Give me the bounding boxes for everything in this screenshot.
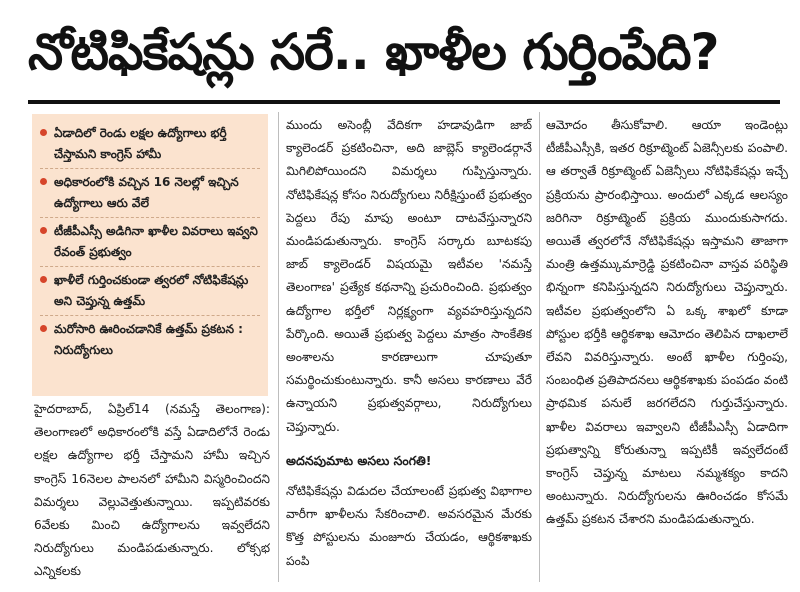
headline-rule — [28, 100, 780, 104]
article-column-3 — [546, 114, 788, 588]
highlight-text: టీజీపీఎస్సీ అడిగినా ఖాళీల వివరాలు ఇవ్వని రేవంత్ ప్రభుత్వం — [54, 224, 258, 259]
bullet-icon — [40, 325, 47, 332]
highlight-item — [40, 218, 260, 267]
highlight-text: మరోసారి ఊరించడానికే ఉత్తమ్ ప్రకటన : నిరుద్యోగులు — [54, 322, 243, 357]
column-divider — [278, 112, 279, 582]
article-column-2 — [286, 114, 532, 588]
article-paragraph: ముందు అసెంబ్లీ వేదికగా హడావుడిగా జాబ్ క్యాలెండర్ ప్రకటించినా, అది జాబ్లెస్ క్యాలెండర్గానే మిగిలిపోయిందని విమర్శలు గుప్పిస్తున్నారు. నోటిఫికేషన్ల కోసం నిరుద్యోగులు నిరీక్షిస్తుంటే ప్రభుత్వం పెద్దలు రేపు మాపు అంటూ దాటవేస్తున్నారని మండిపడుతున్నారు. కాంగ్రెస్ సర్కారు బూటకపు జాబ్ క్యాలెండర్ విషయమై ఇటీవల 'నమస్తే తెలంగాణ' ప్రత్యేక కథనాన్ని ప్రచురించింది. ప్రభుత్వం ఉద్యోగాల భర్తీలో నిర్లక్ష్యంగా వ్యవహరిస్తున్నదని పేర్కొంది. అయితే ప్రభుత్వ పెద్దలు మాత్రం సాంకేతిక అంశాలను కారణాలుగా చూపుతూ సమర్థించుకుంటున్నారు. కానీ అసలు కారణాలు వేరే ఉన్నాయని ప్రభుత్వవర్గాలు, నిరుద్యోగులు చెప్తున్నారు. — [286, 118, 532, 434]
article-column-1 — [34, 398, 270, 588]
highlight-item — [40, 120, 260, 169]
bullet-icon — [40, 227, 47, 234]
section-subhead: అదనపుమాట అసలు సంగతి! — [286, 452, 432, 468]
column-divider — [539, 112, 540, 582]
article-paragraph: హైదరాబాద్, ఏప్రిల్14 (నమస్తే తెలంగాణ): తెలంగాణలో అధికారంలోకి వస్తే ఏడాదిలోనే రెండు లక్షల ఉద్యోగాల భర్తీ చేస్తామని హామీ ఇచ్చిన కాంగ్రెస్ 16నెలల పాలనలో హామీని విస్మరించిందని విమర్శలు వెల్లువెత్తుతున్నాయి. ఇప్పటివరకు 6వేలకు మించి ఉద్యోగాలను ఇవ్వలేదని నిరుద్యోగులు మండిపడుతున్నారు. లోక్సభ ఎన్నికలకు — [34, 402, 270, 579]
highlight-item — [40, 169, 260, 218]
highlight-item — [40, 316, 260, 365]
headline: నోటిఫికేషన్లు సరే.. ఖాళీల గుర్తింపేది? — [28, 23, 719, 81]
bullet-icon — [40, 276, 47, 283]
highlight-item — [40, 267, 260, 316]
highlight-text: ఖాళీలే గుర్తించకుండా త్వరలో నోటిఫికేషన్లు అని చెప్తున్న ఉత్తమ్ — [54, 273, 249, 308]
bullet-icon — [40, 178, 47, 185]
article-paragraph: ఆమోదం తీసుకోవాలి. ఆయా ఇండెంట్లు టీజీపీఎస్సీకి, ఇతర రిక్రూట్మెంట్ ఏజెన్సీలకు పంపాలి. ఆ తర్వాతే రిక్రూట్మెంట్ ఏజెన్సీలు నోటిఫికేషన్లు ఇచ్చే ప్రక్రియను ప్రారంభిస్తాయి. అందులో ఎక్కడ ఆలస్యం జరిగినా రిక్రూట్మెంట్ ప్రక్రియ ముందుకుసాగదు. అయితే త్వరలోనే నోటిఫికేషన్లు ఇస్తామని తాజాగా మంత్రి ఉత్తమ్కుమార్రెడ్డి ప్రకటించినా వాస్తవ పరిస్థితి భిన్నంగా కనిపిస్తున్నదని నిరుద్యోగులు చెప్తున్నారు. ఇటీవల ప్రభుత్వంలోని ఏ ఒక్క శాఖలో కూడా పోస్టుల భర్తీకి ఆర్థికశాఖ ఆమోదం తెలిపిన దాఖలాలే లేవని వివరిస్తున్నారు. అంటే ఖాళీల గుర్తింపు, సంబంధిత ప్రతిపాదనలు ఆర్థికశాఖకు పంపడం వంటి ప్రాథమిక పనులే జరగలేదని గుర్తుచేస్తున్నారు. ఖాళీల వివరాలు ఇవ్వాలని టీజీపీఎస్సీ ఏడాదిగా ప్రభుత్వాన్ని కోరుతున్నా ఇప్పటికీ ఇవ్వలేదంటే కాంగ్రెస్ చెప్తున్న మాటలు నమ్మశక్యం కాదని అంటున్నారు. నిరుద్యోగులను ఊరించడం కోసమే ఉత్తమ్ ప్రకటన చేశారని మండిపడుతున్నారు. — [546, 118, 788, 527]
highlight-text: అధికారంలోకి వచ్చిన 16 నెలల్లో ఇచ్చిన ఉద్యోగాలు ఆరు వేలే — [54, 175, 239, 210]
bullet-icon — [40, 129, 47, 136]
highlights-box — [32, 114, 268, 396]
highlight-text: ఏడాదిలో రెండు లక్షల ఉద్యోగాలు భర్తీ చేస్తామని కాంగ్రెస్ హామీ — [54, 126, 227, 161]
article-paragraph: నోటిఫికేషన్లు విడుదల చేయాలంటే ప్రభుత్వ విభాగాల వారీగా ఖాళీలను సేకరించాలి. అవసరమైన మేరకు కొత్త పోస్టులను మంజూరు చేయడం, ఆర్థికశాఖకు పంపి — [286, 484, 532, 568]
